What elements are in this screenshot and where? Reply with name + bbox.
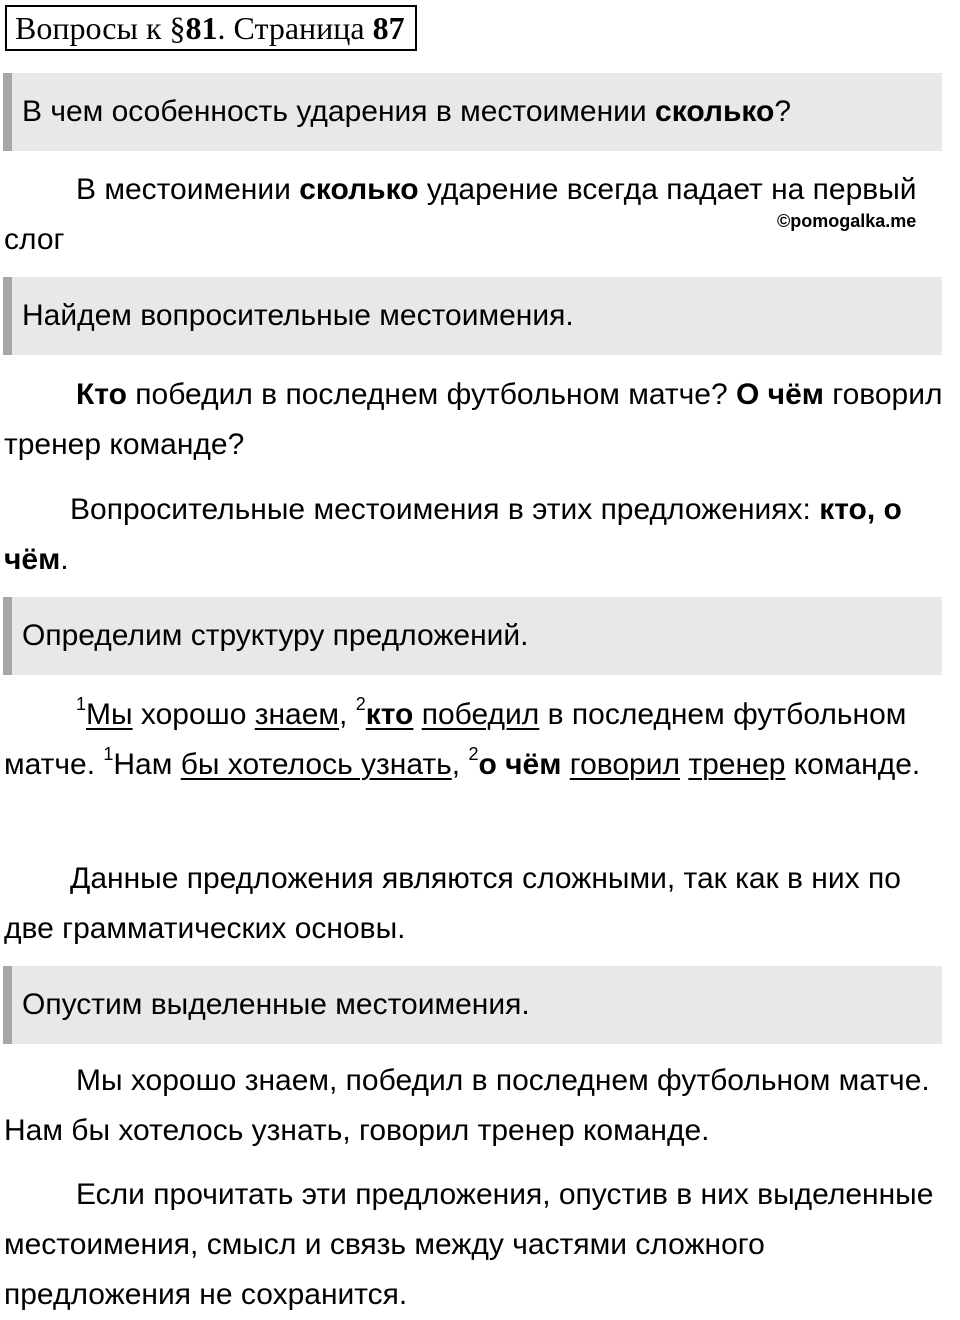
answer-3-pronouns: кто, о чём — [4, 493, 902, 576]
question-1-text: В чем особенность ударения в местоимении — [22, 95, 656, 128]
answer-2-text-1: победил в последнем футбольном матче? — [126, 378, 736, 411]
answer-5-text: Данные предложения являются сложными, так как в них по две грамматических основы. — [4, 862, 901, 945]
question-4 — [3, 966, 942, 1044]
answer-1-text: В местоимении — [76, 173, 300, 206]
answer-6-text: Мы хорошо знаем, победил в последнем футбольном матче. Нам бы хотелось узнать, говорил тренер команде. — [4, 1064, 930, 1147]
answer-2-pronoun-1: Кто — [76, 378, 127, 411]
text-segment: хорошо — [132, 698, 255, 731]
question-3-text: Определим структуру предложений. — [22, 619, 529, 652]
answer-4 — [4, 690, 956, 790]
predicate: бы хотелось узнать — [180, 748, 452, 781]
clause-number: 2 — [468, 744, 479, 764]
text-segment: команде. — [785, 748, 921, 781]
subject-pronoun: кто — [365, 698, 414, 731]
answer-1-keyword: сколько — [299, 173, 419, 206]
text-segment: Нам — [113, 748, 181, 781]
text-segment — [413, 698, 421, 731]
answer-5 — [4, 854, 956, 954]
text-segment — [561, 748, 569, 781]
answer-3-text: Вопросительные местоимения в этих предложениях: — [70, 493, 820, 526]
page-title — [5, 5, 417, 51]
answer-1-rest: ударение всегда падает на первый слог — [4, 173, 917, 256]
answer-2-pronoun-2: О чём — [736, 378, 824, 411]
question-4-text: Опустим выделенные местоимения. — [22, 988, 530, 1021]
answer-2-text-2: говорил тренер команде? — [4, 378, 943, 461]
clause-number: 1 — [103, 744, 114, 764]
watermark: ©pomogalka.me — [777, 211, 917, 231]
question-1-end: ? — [774, 95, 792, 128]
section-number: 81 — [185, 10, 218, 46]
text-segment: , — [339, 698, 356, 731]
clause-number: 2 — [355, 694, 366, 714]
question-2 — [3, 277, 942, 355]
predicate: знаем — [254, 698, 340, 731]
answer-6 — [4, 1056, 956, 1156]
text-segment: в последнем футбольном матче. — [4, 698, 907, 781]
question-2-text: Найдем вопросительные местоимения. — [22, 299, 574, 332]
question-1 — [3, 73, 942, 151]
question-1-keyword: сколько — [655, 95, 775, 128]
subject: Мы — [86, 698, 133, 731]
predicate: говорил — [569, 748, 680, 781]
answer-7-text: Если прочитать эти предложения, опустив в них выделенные местоимения, смысл и связь между частями сложного предложения не сохранится. — [4, 1178, 934, 1311]
question-3 — [3, 597, 942, 675]
title-prefix: Вопросы к § — [15, 10, 186, 46]
answer-3-end: . — [60, 543, 69, 576]
text-segment: , — [451, 748, 469, 781]
pronoun: о чём — [478, 748, 562, 781]
predicate: победил — [421, 698, 540, 731]
answer-7 — [4, 1170, 956, 1320]
subject: тренер — [688, 748, 786, 781]
page-label: . Страница — [217, 10, 373, 46]
clause-number: 1 — [76, 694, 87, 714]
answer-2 — [4, 370, 956, 470]
answer-3 — [4, 485, 956, 585]
page-number: 87 — [372, 10, 405, 46]
